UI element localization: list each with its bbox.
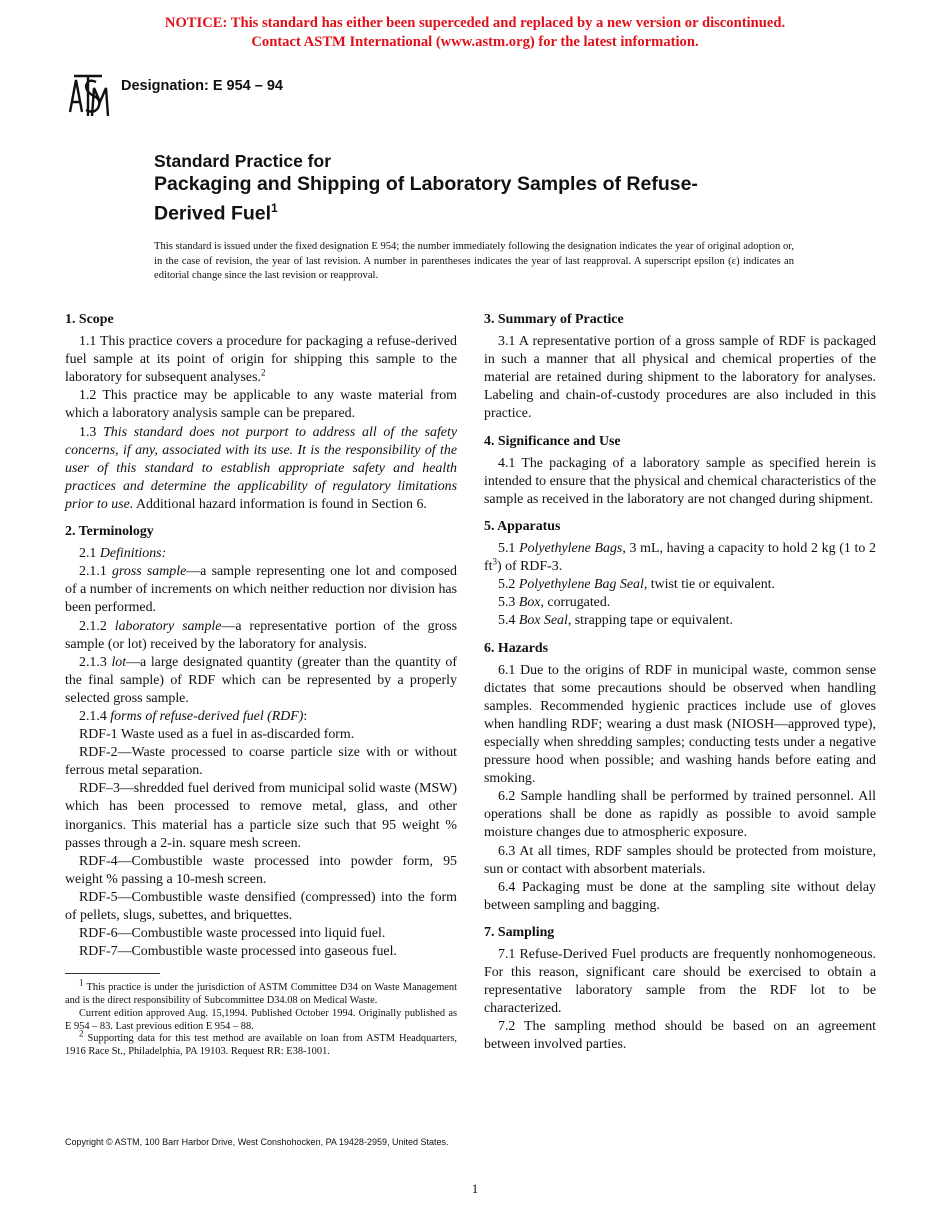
document-title [154, 150, 794, 226]
footnote-1-edition: Current edition approved Aug. 15,1994. Published October 1994. Originally published as E 954 – 83. Last previous edition E 954 – 88. [65, 1007, 457, 1032]
list-item: RDF-2—Waste processed to coarse particle size with or without ferrous metal separation. [65, 745, 457, 779]
list-item: RDF-6—Combustible waste processed into liquid fuel. [79, 926, 386, 942]
title-footnote-ref: 1 [271, 201, 278, 215]
section-heading: 2. Terminology [65, 524, 154, 540]
list-item: RDF-1 Waste used as a fuel in as-discarded form. [79, 727, 355, 743]
paragraph: 2.1.2 laboratory sample—a representative portion of the gross sample (or lot) received by the laboratory for analysis. [65, 618, 457, 652]
paragraph: 1.1 This practice covers a procedure for packaging a refuse-derived fuel sample at its point of origin for shipping this sample to the laboratory for subsequent analyses.$^2$ [65, 334, 457, 386]
right-column [484, 311, 876, 1064]
section-sampling [484, 924, 876, 1055]
left-column [65, 311, 457, 1059]
list-item: RDF-7—Combustible waste processed into gaseous fuel. [79, 944, 397, 960]
notice-line-1: NOTICE: This standard has either been superceded and replaced by a new version or discontinued. [164, 15, 786, 31]
title-line-3: Derived Fuel [154, 202, 272, 225]
page-number: 1 [471, 1181, 479, 1196]
list-item: RDF-5—Combustible waste densified (compressed) into the form of pellets, slugs, subettes, and briquettes. [65, 889, 457, 923]
designation: Designation: E 954 – 94 [121, 78, 283, 94]
paragraph: 1.3 This standard does not purport to address all of the safety concerns, if any, associated with its use. It is the responsibility of the user of this standard to establish appropriate safety and health practices and determine the applicability of regulatory limitations prior to use. Additional hazard information is found in Section 6. [65, 424, 457, 512]
paragraph: 5.1 Polyethylene Bags, 3 mL, having a capacity to hold 2 kg (1 to 2 $ft^3$) of RDF-3. [484, 541, 876, 575]
copyright-line: Copyright © ASTM, 100 Barr Harbor Drive, West Conshohocken, PA 19428-2959, United States. [65, 1137, 449, 1147]
paragraph: 7.2 The sampling method should be based on an agreement between involved parties. [484, 1019, 876, 1053]
paragraph: 5.4 Box Seal, strapping tape or equivalent. [498, 613, 733, 629]
preface-note: This standard is issued under the fixed designation E 954; the number immediately following the designation indicates the year of original adoption or, in the case of revision, the year of last revision. A number in parentheses indicates the year of last reapproval. A superscript epsilon (ε) indicates an editorial change since the last revision or reapproval. [154, 241, 794, 282]
paragraph: 5.2 Polyethylene Bag Seal, twist tie or equivalent. [498, 577, 775, 593]
paragraph: 2.1.4 forms of refuse-derived fuel (RDF): [79, 708, 308, 724]
paragraph: 6.1 Due to the origins of RDF in municipal waste, common sense dictates that some precautions should be observed when handling samples. Recommended hygienic practices include use of gloves when handling RDF; wearing a dust mask (NIOSH—approved type), especially when shredding samples; conducting tests under a negative pressure hood when possible; and washing hands before eating and smoking. [484, 662, 876, 787]
section-heading: 6. Hazards [484, 640, 549, 656]
title-line-2: Packaging and Shipping of Laboratory Samples of Refuse- [154, 173, 698, 195]
section-heading: 4. Significance and Use [484, 433, 621, 449]
section-scope [65, 311, 457, 514]
footnote-2: $^2$ Supporting data for this test method are available on loan from ASTM Headquarters, 1916 Race St., Philadelphia, PA 19103. Request RR: E38-1001. [65, 1029, 457, 1058]
astm-logo-icon [64, 72, 110, 120]
paragraph: 6.3 At all times, RDF samples should be protected from moisture, sun or contact with absorbent materials. [484, 843, 876, 877]
notice-banner [0, 14, 950, 52]
paragraph: 5.3 Box, corrugated. [498, 595, 611, 611]
section-summary [484, 311, 876, 424]
section-heading: 7. Sampling [484, 924, 555, 940]
section-apparatus [484, 518, 876, 631]
section-heading: 1. Scope [65, 312, 114, 327]
paragraph: 7.1 Refuse-Derived Fuel products are frequently nonhomogeneous. For this reason, significant care should be exercised to obtain a representative laboratory sample from the RDF lot to be characterized. [484, 947, 876, 1017]
section-terminology [65, 523, 457, 961]
notice-line-2: Contact ASTM International (www.astm.org) for the latest information. [251, 34, 699, 50]
section-heading: 5. Apparatus [484, 518, 561, 534]
paragraph: 6.2 Sample handling shall be performed by trained personnel. All operations shall be done as rapidly as possible to avoid sample moisture changes due to atmospheric exposure. [484, 789, 876, 841]
paragraph: 2.1 Definitions: [79, 546, 167, 562]
section-hazards [484, 640, 876, 915]
paragraph: 1.2 This practice may be applicable to any waste material from which a laboratory analysis sample can be prepared. [65, 388, 457, 422]
list-item: RDF-4—Combustible waste processed into powder form, 95 weight % passing a 10-mesh screen. [65, 853, 457, 887]
paragraph: 6.4 Packaging must be done at the sampling site without delay between sampling and bagging. [484, 879, 876, 913]
footnotes [65, 977, 457, 1059]
section-heading: 3. Summary of Practice [484, 312, 624, 327]
list-item: RDF–3—shredded fuel derived from municipal solid waste (MSW) which has been processed to remove metal, glass, and other inorganics. This material has a particle size such that 95 weight % passes through a 2-in. square mesh screen. [65, 781, 457, 851]
paragraph: 2.1.1 gross sample—a sample representing one lot and composed of a number of increments on which neither reduction nor division has been performed. [65, 564, 457, 616]
title-line-1: Standard Practice for [154, 151, 331, 171]
footnote-divider [65, 973, 160, 974]
footnote-1: $^1$ This practice is under the jurisdiction of ASTM Committee D34 on Waste Management and is the direct responsibility of Subcommittee D34.08 on Medical Waste. [65, 977, 457, 1007]
paragraph: 4.1 The packaging of a laboratory sample as specified herein is intended to ensure that the physical and chemical characteristics of the sample as received in the laboratory are not changed during shipment. [484, 455, 876, 507]
paragraph: 2.1.3 lot—a large designated quantity (greater than the quantity of the final sample) of RDF which can be represented by a properly selected gross sample. [65, 654, 457, 706]
section-significance [484, 433, 876, 509]
paragraph: 3.1 A representative portion of a gross sample of RDF is packaged in such a manner that all physical and chemical properties of the material are retained during shipment to the laboratory for analyses. Labeling and chain-of-custody procedures are also included in this practice. [484, 334, 876, 422]
